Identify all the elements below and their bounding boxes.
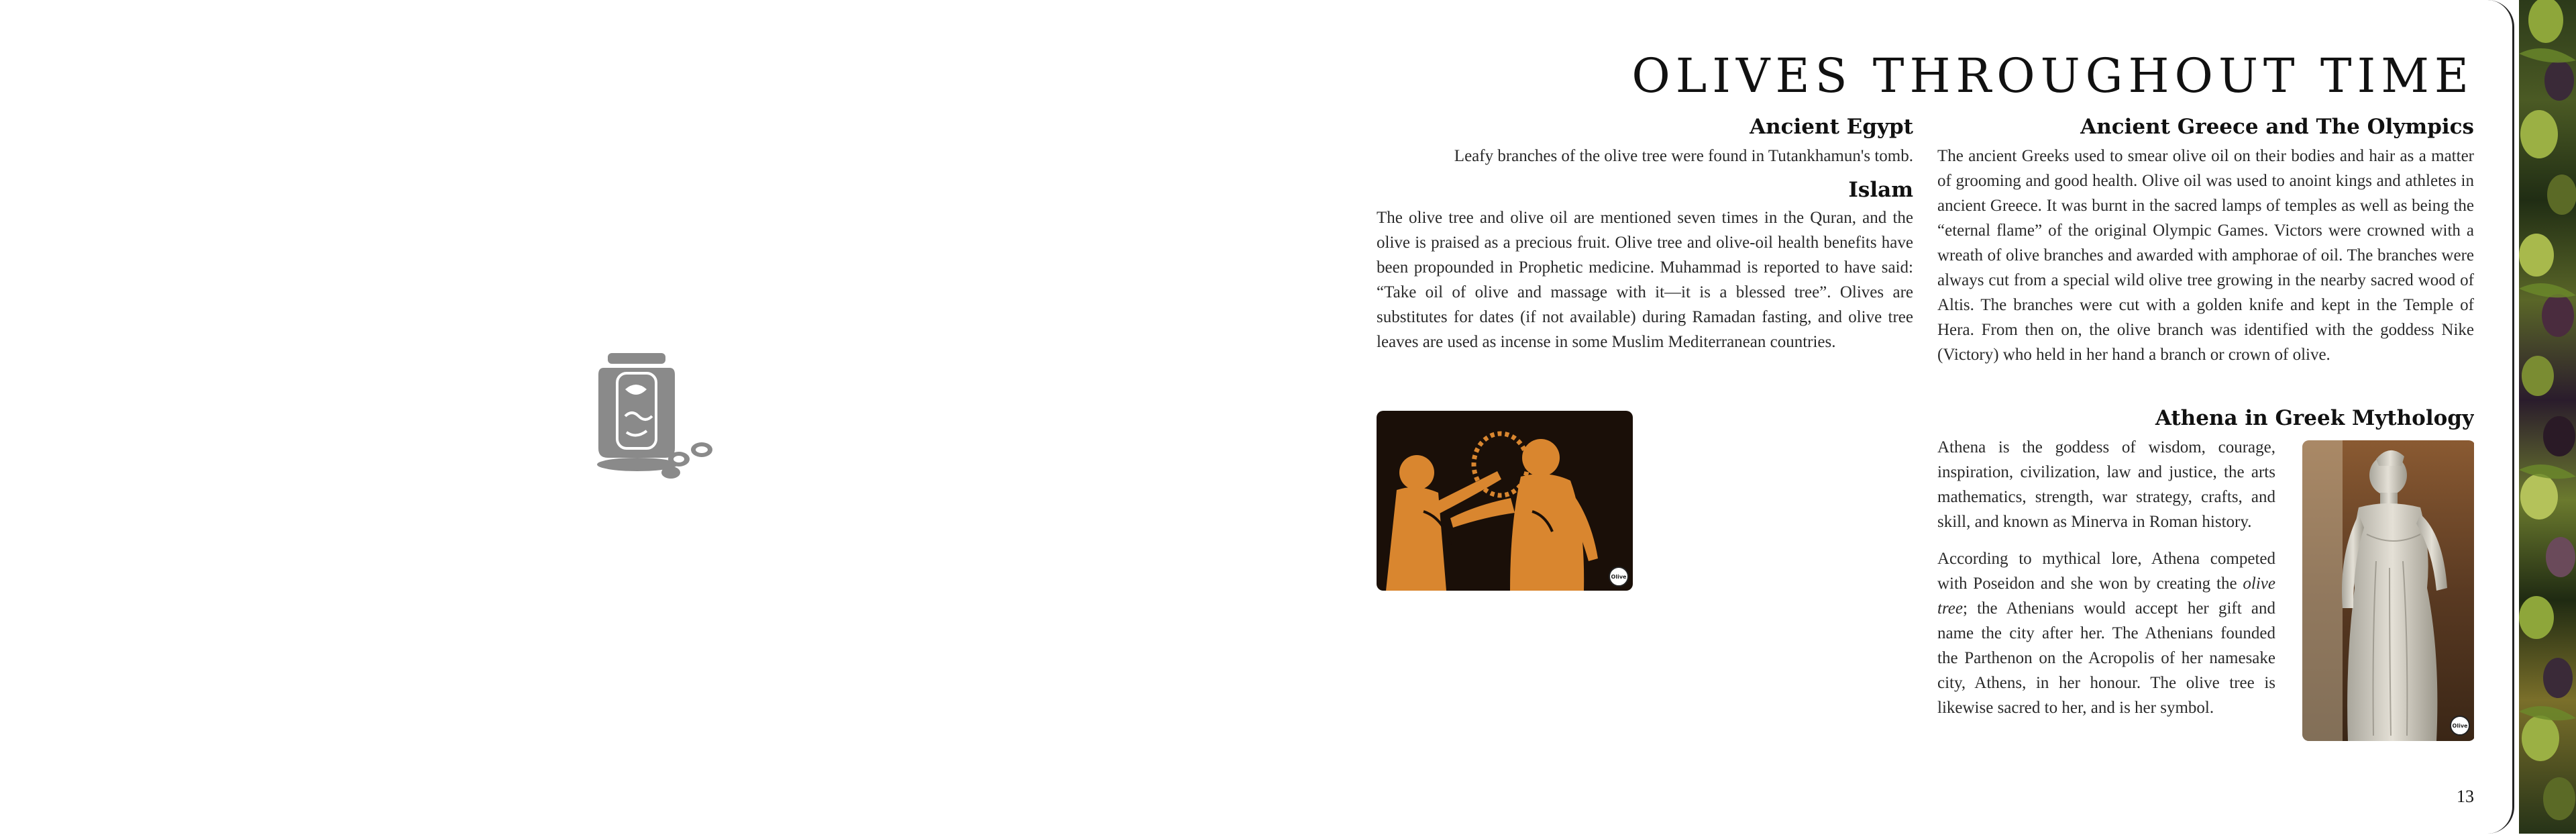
greece-text: The ancient Greeks used to smear olive oil on their bodies and hair as a matter of grooming and good health. Olive oil was used to anoint kings and athletes in ancient Greece. It was burnt in the sacred lamps of temples as well as being the “eternal flame” of the original Olympic Games. Victors were crowned with a wreath of olive branches and awarded with amphorae of oil. The branches were always cut from a special wild olive tree growing in the nearby sacred wood of Altis. The branches were cut with a golden knife and kept in the Temple of Hera. From then on, the olive branch was identified with the goddess Nike (Victory) who held in her hand a branch or crown of olive. (1937, 147, 2474, 364)
athena-statue-image (2302, 440, 2475, 741)
athena-text-2-em: olive tree (1937, 575, 2275, 618)
athena-text-2-b: ; the Athenians would accept her gift and name the city after her. The Athenians founded the Parthenon on the Acropolis of her namesake city, Athens, in her honour. The olive tree is likewise sacred to her, and is her symbol. (1937, 599, 2275, 717)
olive-stamp-icon: Olive (2450, 716, 2470, 736)
heading-islam: Islam (1848, 178, 1913, 202)
athena-text-1: Athena is the goddess of wisdom, courage, inspiration, civilization, law and justice, the arts mathematics, strength, war strategy, crafts, and skill, and known as Minerva in Roman history. (1937, 438, 2275, 531)
olive-border-image (2519, 0, 2576, 834)
egypt-text: Leafy branches of the olive tree were found in Tutankhamun's tomb. (1454, 147, 1913, 165)
page-number: 13 (2457, 787, 2474, 806)
olive-stamp-icon: Olive (1609, 567, 1629, 587)
page-title: OLIVES THROUGHOUT TIME (1631, 48, 2474, 103)
athena-text-2-a: According to mythical lore, Athena competed with Poseidon and she won by creating the (1937, 550, 2275, 593)
islam-text: The olive tree and olive oil are mentioned seven times in the Quran, and the olive is praised as a precious fruit. Olive tree and olive-oil health benefits have been propounded in Prophetic medicine. Muhammad is reported to have said: “Take oil of olive and massage with it—it is a blessed tree”. Olives are substitutes for dates (if not available) during Ramadan fasting, and olive tree leaves are used as incense in some Muslim Mediterranean countries. (1377, 209, 1913, 351)
page-edge (2474, 0, 2514, 834)
olive-jar-icon (584, 349, 718, 483)
heading-ancient-greece: Ancient Greece and The Olympics (2080, 115, 2474, 139)
athena-text-2 (1937, 546, 2275, 720)
greek-vase-image (1377, 411, 1633, 591)
heading-athena: Athena in Greek Mythology (2155, 406, 2474, 430)
heading-ancient-egypt: Ancient Egypt (1750, 115, 1913, 139)
